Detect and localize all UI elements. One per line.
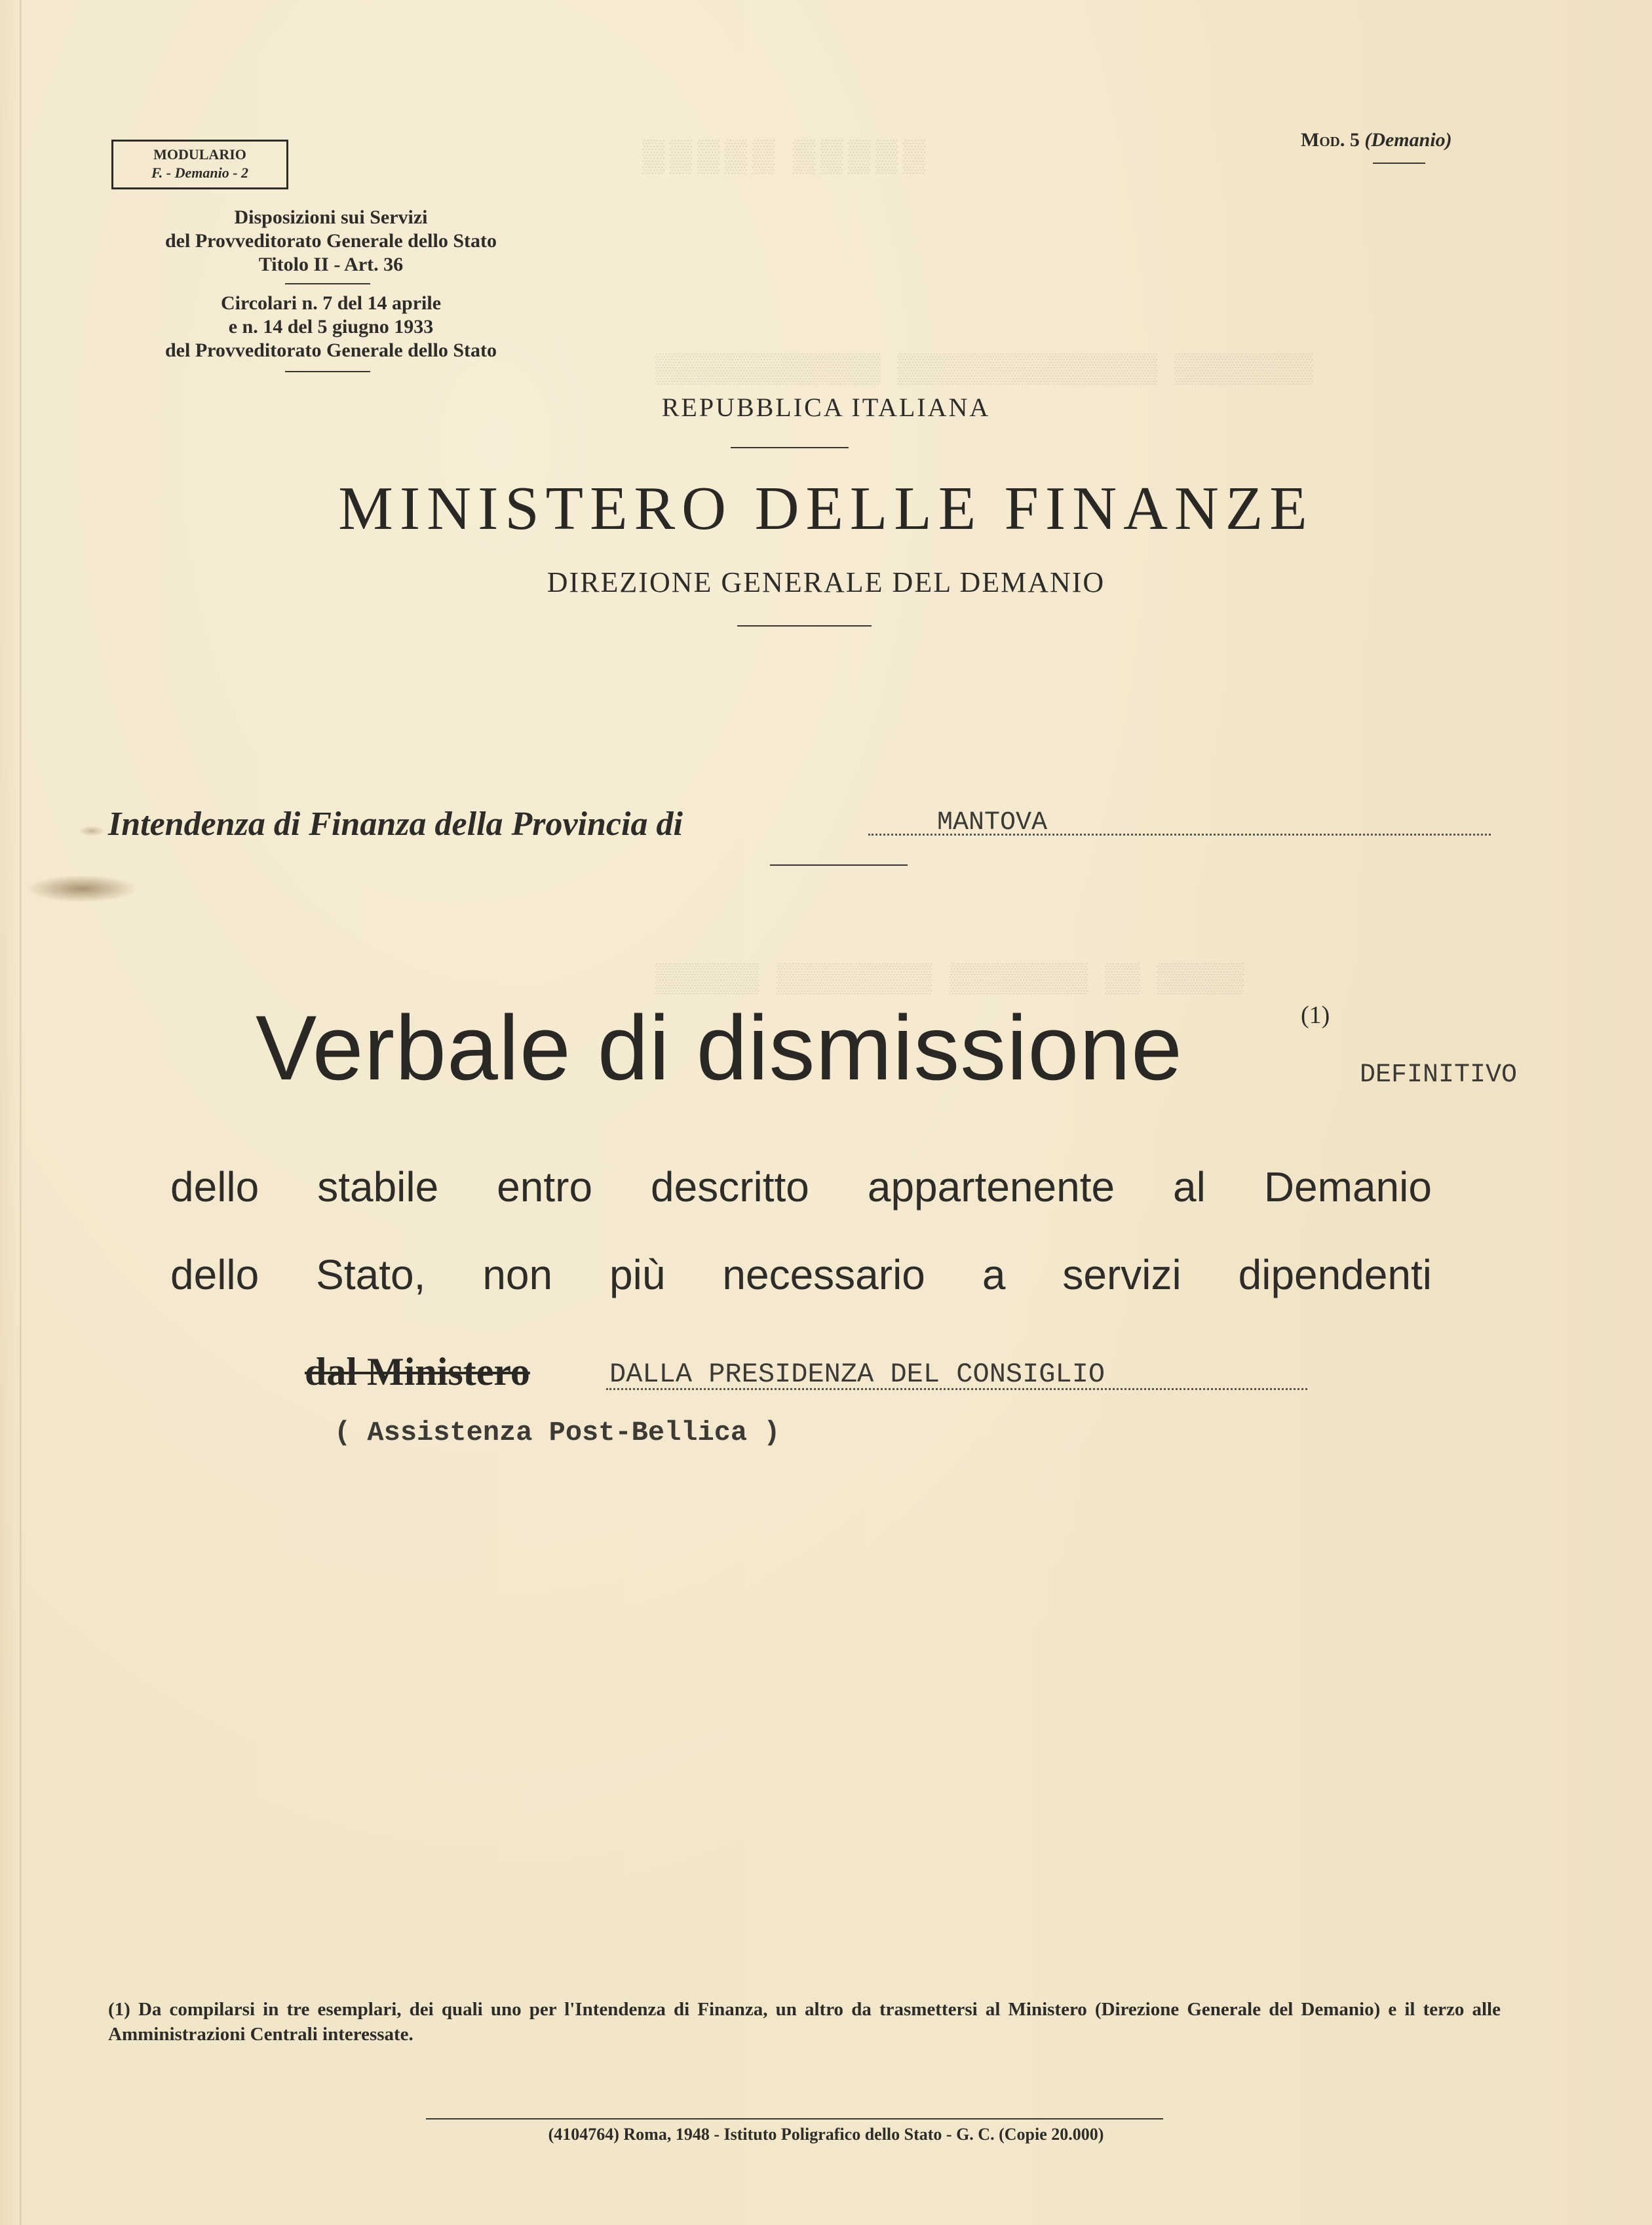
- circolari-line: del Provveditorato Generale dello Stato: [164, 339, 497, 361]
- modulario-line1: MODULARIO: [153, 146, 246, 163]
- body-word: stabile: [317, 1163, 439, 1210]
- ministry-fill-line: [606, 1388, 1307, 1390]
- ministry-typed: DALLA PRESIDENZA DEL CONSIGLIO: [609, 1359, 1105, 1390]
- divider-rule: [737, 625, 872, 627]
- body-word: Demanio: [1263, 1163, 1432, 1210]
- divider-rule: [285, 371, 370, 372]
- modulario-line2-text: F. - Demanio - 2: [151, 164, 249, 181]
- imprint-rule: [426, 2118, 1163, 2119]
- ministry-struck: dal Ministero: [305, 1350, 530, 1393]
- mod-paren: (Demanio): [1364, 129, 1452, 151]
- circolari-line: Circolari n. 7 del 14 aprile: [220, 292, 442, 314]
- divider-rule: [731, 447, 849, 448]
- reverse-side-show-through: ▒▒▒▒▒▒▒▒▒▒▒▒▒ ▒▒▒▒▒▒▒▒▒▒▒▒▒▒▒ ▒▒▒▒▒▒▒▒: [655, 354, 1313, 387]
- title-typed-suffix: DEFINITIVO: [1360, 1060, 1518, 1090]
- circolari-line: e n. 14 del 5 giugno 1933: [228, 316, 434, 338]
- body-word: a: [982, 1251, 1006, 1298]
- body-word: appartenente: [867, 1163, 1115, 1210]
- modulario-line2: [113, 164, 286, 182]
- body-word: dello: [170, 1251, 259, 1298]
- mod-reference: [1301, 129, 1452, 151]
- imprint-text: (4104764) Roma, 1948 - Istituto Poligrafico dello Stato - G. C. (Copie 20.000): [548, 2125, 1104, 2144]
- ministry-heading: MINISTERO DELLE FINANZE: [338, 474, 1314, 543]
- body-word: non: [482, 1251, 553, 1298]
- disposizioni-line: del Provveditorato Generale dello Stato: [164, 230, 497, 252]
- body-word: entro: [497, 1163, 593, 1210]
- mod-label: Mod. 5: [1301, 129, 1360, 151]
- republic-heading: REPUBBLICA ITALIANA: [661, 393, 991, 422]
- body-word: necessario: [722, 1251, 925, 1298]
- paper-stain: [26, 875, 138, 902]
- footnote-text: (1) Da compilarsi in tre esemplari, dei quali uno per l'Intendenza di Finanza, un altro da trasmettersi al Ministero (Direzione Generale del Demanio) e il terzo alle Amministrazioni Centrali interessate.: [108, 1999, 1501, 2045]
- body-word: dipendenti: [1238, 1251, 1432, 1298]
- intendenza-label: Intendenza di Finanza della Provincia di: [108, 805, 683, 843]
- body-word: descritto: [651, 1163, 809, 1210]
- disposizioni-line: Disposizioni sui Servizi: [234, 206, 428, 228]
- body-line-1: [170, 1163, 1432, 1211]
- directorate-heading: DIREZIONE GENERALE DEL DEMANIO: [547, 566, 1105, 598]
- reverse-side-show-through: ▒▒▒▒▒▒ ▒▒▒▒▒▒▒▒▒ ▒▒▒▒▒▒▒▒ ▒▒ ▒▒▒▒▒: [655, 963, 1244, 996]
- circolari-block: [95, 292, 567, 362]
- divider-rule: [1373, 163, 1425, 164]
- disposizioni-block: [95, 206, 567, 277]
- page-fold-shadow: [20, 0, 22, 2225]
- paper-stain: [79, 826, 105, 836]
- modulario-box: [111, 140, 288, 189]
- body-word: dello: [170, 1163, 259, 1210]
- body-line-2: [170, 1250, 1432, 1299]
- body-word: più: [609, 1251, 666, 1298]
- body-word: servizi: [1062, 1251, 1181, 1298]
- divider-rule: [770, 864, 908, 866]
- body-word: Stato,: [316, 1251, 426, 1298]
- assistenza-note: ( Assistenza Post-Bellica ): [334, 1417, 780, 1448]
- province-value: MANTOVA: [937, 808, 1048, 838]
- body-word: al: [1173, 1163, 1206, 1210]
- divider-rule: [285, 283, 370, 284]
- disposizioni-line: Titolo II - Art. 36: [258, 254, 404, 275]
- document-title: Verbale di dismissione: [256, 996, 1183, 1099]
- title-footnote-mark: (1): [1301, 1001, 1330, 1029]
- reverse-side-show-through: ▒▒▒▒▒ ▒▒▒▒▒: [642, 138, 931, 173]
